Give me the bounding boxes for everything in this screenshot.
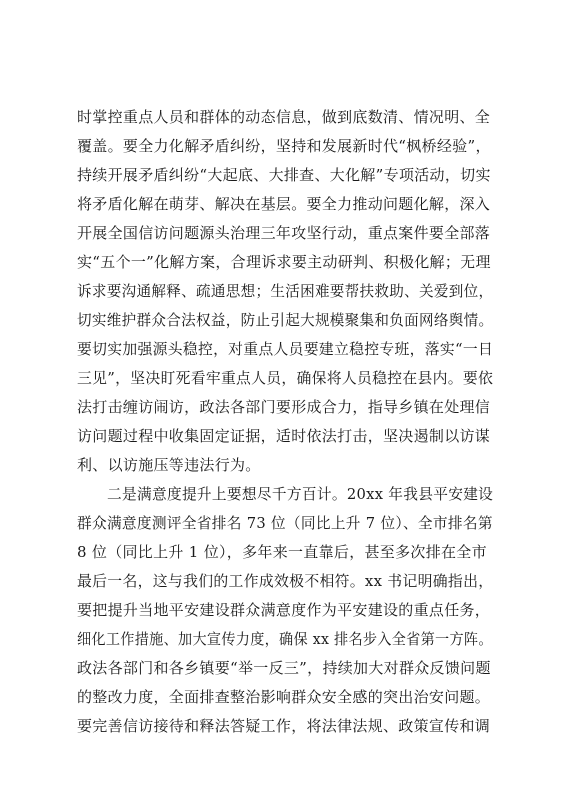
body-text-line: 实“五个一”化解方案，合理诉求要主动研判、积极化解；无理 (77, 253, 491, 271)
body-text-line: 的整改力度，全面排查整治影响群众安全感的突出治安问题。 (77, 688, 491, 706)
body-text-line: 最后一名，这与我们的工作成效极不相符。xx 书记明确指出， (77, 572, 494, 590)
body-text-line: 三见”，坚决盯死看牢重点人员，确保将人员稳控在县内。要依 (77, 369, 494, 387)
body-text-line: 政法各部门和各乡镇要“举一反三”，持续加大对群众反馈问题 (77, 659, 491, 677)
body-text-line: 时掌控重点人员和群体的动态信息，做到底数清、情况明、全 (77, 108, 491, 126)
body-text-line: 要完善信访接待和释法答疑工作，将法律法规、政策宣传和调 (77, 717, 491, 735)
body-text-line: 诉求要沟通解释、疏通思想；生活困难要帮扶救助、关爱到位， (77, 282, 494, 300)
body-text-line: 法打击缠访闹访，政法各部门要形成合力，指导乡镇在处理信 (77, 398, 491, 416)
body-text-line: 细化工作措施、加大宣传力度，确保 xx 排名步入全省第一方阵。 (77, 630, 493, 648)
body-text-line: 要把提升当地平安建设群众满意度作为平安建设的重点任务， (77, 601, 491, 619)
body-text-line: 群众满意度测评全省排名 73 位（同比上升 7 位）、全市排名第 (77, 514, 493, 532)
body-text-line: 开展全国信访问题源头治理三年攻坚行动，重点案件要全部落 (77, 224, 491, 242)
body-text-line: 要切实加强源头稳控，对重点人员要建立稳控专班，落实“一日 (77, 340, 494, 358)
body-text-line: 8 位（同比上升 1 位），多年来一直靠后，甚至多次排在全市 (77, 543, 487, 561)
body-text-line: 切实维护群众合法权益，防止引起大规模聚集和负面网络舆情。 (77, 311, 494, 329)
body-text-line: 覆盖。要全力化解矛盾纠纷，坚持和发展新时代“枫桥经验”， (77, 137, 491, 155)
body-text-line: 访问题过程中收集固定证据，适时依法打击，坚决遏制以访谋 (77, 427, 491, 445)
body-text-line: 利、以访施压等违法行为。 (77, 456, 261, 474)
body-text-line: 持续开展矛盾纠纷“大起底、大排查、大化解”专项活动，切实 (77, 166, 491, 184)
paragraph-first-line: 二是满意度提升上要想尽千方百计。20xx 年我县平安建设 (107, 485, 494, 503)
body-text-line: 将矛盾化解在萌芽、解决在基层。要全力推动问题化解，深入 (77, 195, 491, 213)
